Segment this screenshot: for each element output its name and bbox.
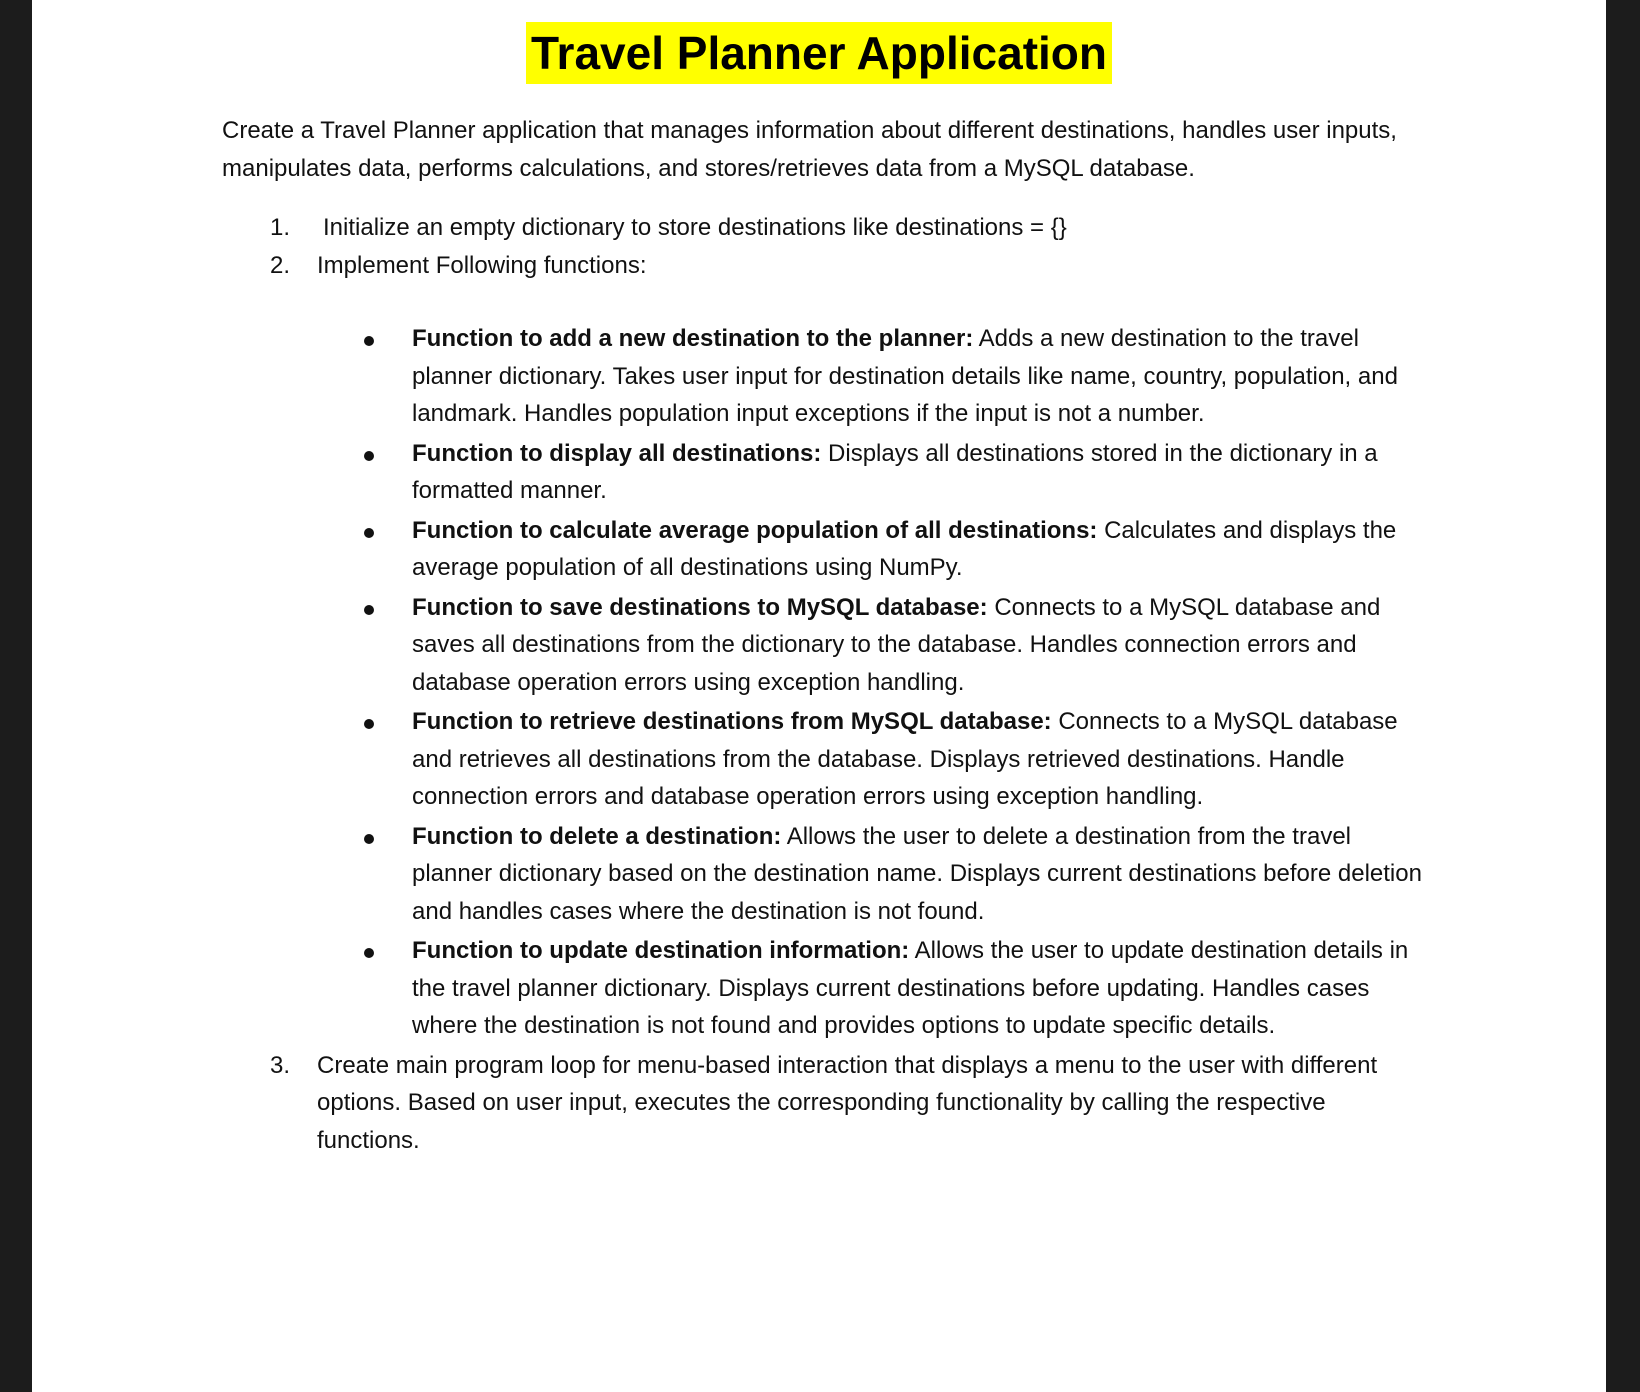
step-number: 2. (270, 251, 291, 279)
function-item (222, 589, 1422, 702)
step-item (222, 209, 1422, 247)
step-number: 3. (270, 1051, 291, 1079)
bullet-icon (364, 948, 374, 958)
step-text: Create main program loop for menu-based interaction that displays a menu to the user with different options. Based on user input, executes the corresponding functionality by calling the respective functions. (317, 1051, 1378, 1154)
step-number: 1. (270, 214, 291, 241)
function-description: Allows the user to delete a destination from the travel planner dictionary based on the destination name. Displays current destinations before deletion and handles cases where the destination is not found. (412, 822, 1422, 925)
bullet-icon (364, 605, 374, 615)
function-heading: Function to save destinations to MySQL database: (412, 593, 988, 621)
function-description: Adds a new destination to the travel planner dictionary. Takes user input for destination details like name, country, population, and landmark. Handles population input exceptions if the input is not a number. (412, 325, 1398, 427)
function-heading: Function to update destination information: (412, 937, 910, 964)
function-heading: Function to display all destinations: (412, 439, 822, 467)
functions-list (222, 320, 1422, 1045)
bullet-icon (364, 336, 374, 346)
function-description: Displays all destinations stored in the dictionary in a formatted manner. (412, 439, 1378, 504)
title-wrap (32, 22, 1606, 84)
document-body (222, 112, 1422, 1159)
steps-list (222, 209, 1422, 1159)
function-heading: Function to add a new destination to the planner: (412, 325, 974, 352)
step-text: Initialize an empty dictionary to store destinations like destinations = {} (323, 214, 1067, 241)
function-item (222, 320, 1422, 433)
step-item (222, 1047, 1422, 1160)
function-item (222, 818, 1422, 931)
function-description: Connects to a MySQL database and saves all destinations from the dictionary to the database. Handles connection errors and database operation errors using exception handling. (412, 593, 1381, 696)
function-heading: Function to retrieve destinations from MySQL database: (412, 708, 1052, 735)
bullet-icon (364, 719, 374, 729)
function-description: Allows the user to update destination details in the travel planner dictionary. Displays current destinations before updating. Handles cases where the destination is not found and provides options to update specific details. (412, 937, 1409, 1039)
document-title: Travel Planner Application (526, 22, 1112, 84)
step-text: Implement Following functions: (317, 251, 647, 279)
function-item (222, 435, 1422, 510)
function-item (222, 512, 1422, 587)
intro-paragraph: Create a Travel Planner application that manages information about different destinations, handles user inputs, manipulates data, performs calculations, and stores/retrieves data from a MySQL database. (222, 117, 1397, 182)
bullet-icon (364, 834, 374, 844)
function-item (222, 703, 1422, 816)
step-item (222, 247, 1422, 1045)
function-heading: Function to calculate average population of all destinations: (412, 516, 1098, 544)
function-description: Calculates and displays the average population of all destinations using NumPy. (412, 516, 1397, 581)
function-description: Connects to a MySQL database and retrieves all destinations from the database. Displays retrieved destinations. Handle connection errors and database operation errors using exception handling. (412, 708, 1398, 810)
bullet-icon (364, 528, 374, 538)
document-page (32, 0, 1606, 1392)
bullet-icon (364, 451, 374, 461)
function-item (222, 932, 1422, 1045)
function-heading: Function to delete a destination: (412, 822, 782, 850)
